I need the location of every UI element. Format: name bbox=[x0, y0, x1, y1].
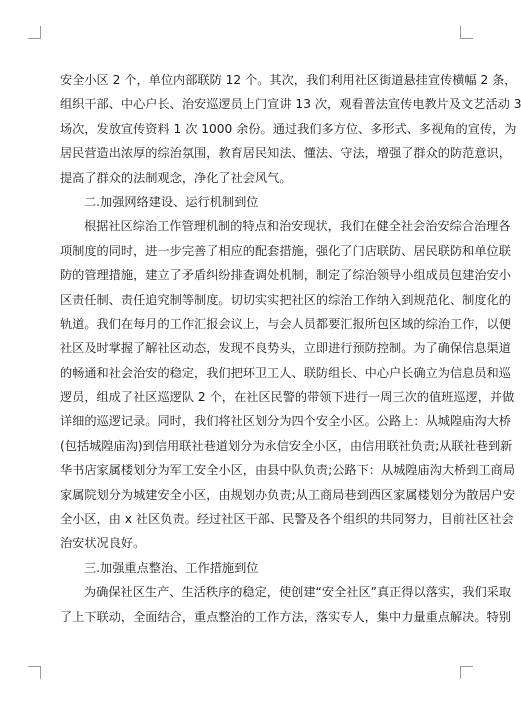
crop-mark-top-left bbox=[28, 26, 41, 39]
section-heading: 三.加强重点整治、工作措施到位 bbox=[84, 560, 259, 575]
text-line: 华书店家属楼划分为军工安全小区，由县中队负责;公路下：从城隍庙沟大桥到工商局 bbox=[60, 463, 516, 478]
text-line: 提高了群众的法制观念，净化了社会风气。 bbox=[60, 170, 292, 185]
crop-mark-bottom-left bbox=[28, 666, 41, 679]
text-line: 全小区，由 x 社区负责。经过社区干部、民警及各个组织的共同努力，目前社区社会 bbox=[60, 512, 514, 527]
text-line: 治安状况良好。 bbox=[60, 536, 146, 551]
text-line: 的畅通和社会治安的稳定，我们把环卫工人、联防组长、中心户长确立为信息员和巡 bbox=[60, 365, 511, 380]
text-line: 为确保社区生产、生活秩序的稳定，使创建“安全社区”真正得以落实，我们采取 bbox=[84, 585, 512, 600]
text-line: 区责任制、责任追究制等制度。切切实实把社区的综治工作纳入到规范化、制度化的 bbox=[60, 292, 511, 307]
text-line: 详细的巡逻记录。同时，我们将社区划分为四个安全小区。公路上：从城隍庙沟大桥 bbox=[60, 414, 511, 429]
section-heading: 二.加强网络建设、运行机制到位 bbox=[84, 194, 259, 209]
text-line: 安全小区 2 个，单位内部联防 12 个。其次，我们利用社区街道悬挂宣传横幅 2 条， bbox=[60, 73, 517, 87]
text-line: 组织干部、中心户长、治安巡逻员上门宣讲 13 次，观看普法宣传电教片及文艺活动 3 bbox=[60, 97, 521, 112]
text-line: 家属院划分为城建安全小区，由规划办负责;从工商局巷到西区家属楼划分为散居户安 bbox=[60, 487, 516, 502]
crop-mark-top-right bbox=[460, 26, 473, 39]
text-line: 了上下联动，全面结合，重点整治的工作方法，落实专人，集中力量重点解决。特别 bbox=[60, 609, 511, 624]
document-body bbox=[60, 68, 521, 629]
text-line: 场次，发放宣传资料 1 次 1000 余份。通过我们多方位、多形式、多视角的宣传，为 bbox=[60, 121, 517, 136]
crop-mark-bottom-right bbox=[460, 666, 473, 679]
text-line: (包括城隍庙沟)到信用联社巷道划分为永信安全小区，由信用联社负责;从联社巷到新 bbox=[60, 438, 513, 453]
text-line: 项制度的同时，进一步完善了相应的配套措施，强化了门店联防、居民联防和单位联 bbox=[60, 243, 511, 258]
text-line: 社区及时掌握了解社区动态，发现不良势头，立即进行预防控制。为了确保信息渠道 bbox=[60, 341, 511, 356]
text-line: 居民营造出浓厚的综治氛围，教育居民知法、懂法、守法，增强了群众的防范意识， bbox=[60, 146, 511, 161]
text-line: 逻员，组成了社区巡逻队 2 个，在社区民警的带领下进行一周三次的值班巡逻，并做 bbox=[60, 390, 515, 405]
text-line: 轨道。我们在每月的工作汇报会议上，与会人员都要汇报所包区域的综治工作，以便 bbox=[60, 316, 511, 331]
text-line: 根据社区综治工作管理机制的特点和治安现状，我们在健全社会治安综合治理各 bbox=[84, 219, 511, 234]
text-line: 防的管理措施，建立了矛盾纠纷排查调处机制，制定了综治领导小组成员包建治安小 bbox=[60, 268, 511, 283]
